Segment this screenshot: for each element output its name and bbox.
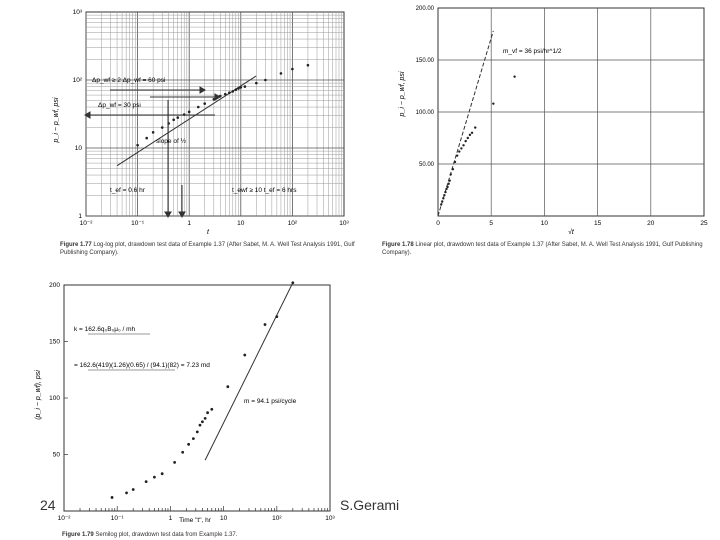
linear-data-point xyxy=(458,150,460,152)
semilog-data-point xyxy=(181,451,184,454)
semilog-data-point xyxy=(275,315,278,318)
linear-data-point xyxy=(462,144,464,146)
figure-caption-text-1-79: Semilog plot, drawdown test data from Example 1.37. xyxy=(95,532,238,538)
linear-data-point xyxy=(449,179,451,181)
loglog-x-tick-label: 10 xyxy=(237,220,245,227)
linear-x-tick-label: 15 xyxy=(593,220,602,227)
linear-data-point xyxy=(456,154,458,156)
linear-x-tick-label: 25 xyxy=(700,220,708,227)
linear-data-point xyxy=(474,126,476,128)
semilog-data-point xyxy=(187,443,190,446)
loglog-data-point xyxy=(203,102,206,105)
loglog-data-point xyxy=(291,68,294,71)
loglog-data-point xyxy=(224,93,227,96)
loglog-x-axis-label: t xyxy=(207,229,209,236)
figure-label-1-78: Figure 1.78 xyxy=(382,242,414,248)
semilog-data-point xyxy=(199,424,202,427)
linear-x-tick-label: 20 xyxy=(647,220,655,227)
linear-y-tick-label: 100.00 xyxy=(415,110,434,116)
loglog-chart xyxy=(53,9,350,236)
linear-y-tick-label: 200.00 xyxy=(415,6,434,12)
semilog-chart xyxy=(35,281,336,524)
loglog-y-tick-label: 10 xyxy=(74,145,82,152)
semilog-data-point xyxy=(173,461,176,464)
semilog-x-tick-label: 10 xyxy=(219,515,228,522)
figure-label-1-79: Figure 1.79 xyxy=(62,532,94,538)
linear-annotation-mvf: m_vf = 36 psi/hr^1/2 xyxy=(503,48,562,55)
linear-x-axis-label: √t xyxy=(568,229,574,236)
linear-data-point xyxy=(447,183,449,185)
figure-caption-1-77 xyxy=(60,241,380,257)
loglog-data-point xyxy=(228,91,231,94)
loglog-data-point xyxy=(161,126,164,129)
linear-y-tick-label: 150.00 xyxy=(415,58,434,64)
linear-data-point xyxy=(442,197,444,199)
linear-data-point xyxy=(441,200,443,202)
linear-y-tick-label: 50.00 xyxy=(418,162,434,168)
linear-x-tick-label: 0 xyxy=(436,220,440,227)
linear-data-point xyxy=(454,161,456,163)
semilog-data-point xyxy=(226,385,229,388)
figure-caption-text-1-77: Log-log plot, drawdown test data of Example 1.37 (After Sabet, M. A. Well Test Analysis 1991, Gulf Publishing Company). xyxy=(60,242,355,256)
linear-chart xyxy=(399,6,708,236)
semilog-data-point xyxy=(201,420,204,423)
semilog-data-point xyxy=(125,492,128,495)
loglog-x-tick-label: 10⁻¹ xyxy=(131,220,145,227)
linear-x-tick-label: 10 xyxy=(540,220,549,227)
linear-data-point xyxy=(467,137,469,139)
loglog-data-point xyxy=(264,79,267,82)
semilog-y-tick-label: 200 xyxy=(49,282,60,289)
semilog-data-point xyxy=(192,437,195,440)
semilog-x-tick-label: 10² xyxy=(272,515,282,522)
loglog-data-point xyxy=(197,106,200,109)
semilog-annotation-k: k = 162.6q₀B₀μ₀ / mh xyxy=(74,326,136,333)
semilog-data-point xyxy=(291,281,294,284)
semilog-annotation-k-value: = 162.6(419)(1.26)(0.65) / (94.1)(82) = 7.23 md xyxy=(74,362,210,369)
linear-data-point xyxy=(469,134,471,136)
semilog-data-point xyxy=(132,488,135,491)
semilog-y-tick-label: 100 xyxy=(49,395,60,402)
linear-data-point xyxy=(452,168,454,170)
semilog-data-point xyxy=(264,323,267,326)
semilog-x-tick-label: 1 xyxy=(168,515,173,522)
semilog-x-tick-label: 10⁻² xyxy=(57,515,71,522)
loglog-annotation-dp-30: Δp_wf = 30 psi xyxy=(98,102,141,109)
loglog-data-point xyxy=(244,85,247,88)
linear-data-point xyxy=(444,191,446,193)
loglog-data-point xyxy=(232,90,235,93)
linear-data-point xyxy=(464,140,466,142)
linear-data-point xyxy=(450,173,452,175)
loglog-y-axis-label: p_i − p_wf, psi xyxy=(53,97,60,143)
loglog-y-tick-label: 10² xyxy=(72,77,82,84)
figure-label-1-77: Figure 1.77 xyxy=(60,242,92,248)
semilog-x-axis-label: Time "t", hr xyxy=(179,517,211,524)
semilog-data-point xyxy=(161,472,164,475)
linear-data-point xyxy=(440,203,442,205)
semilog-y-tick-label: 150 xyxy=(49,338,60,346)
figure-caption-text-1-78: Linear plot, drawdown test data of Example 1.37 (After Sabet, M. A. Well Test Analysis 1991, Gulf Publishing Company). xyxy=(382,242,703,256)
semilog-data-point xyxy=(243,354,246,357)
loglog-x-tick-label: 10⁻² xyxy=(79,220,93,227)
author-name: S.Gerami xyxy=(340,497,400,513)
semilog-data-point xyxy=(204,417,207,420)
semilog-data-point xyxy=(111,496,114,499)
semilog-x-tick-label: 10³ xyxy=(325,515,335,522)
loglog-y-tick-label: 10³ xyxy=(72,9,82,16)
semilog-data-point xyxy=(145,480,148,483)
loglog-data-point xyxy=(145,137,148,140)
loglog-data-point xyxy=(172,118,175,121)
loglog-data-point xyxy=(152,131,155,134)
page-number: 24 xyxy=(40,497,56,513)
linear-data-point xyxy=(513,75,515,77)
loglog-x-tick-label: 10² xyxy=(287,220,298,227)
loglog-annotation-tef: t_ef = 0.6 hr xyxy=(110,187,145,194)
loglog-data-point xyxy=(307,64,310,67)
loglog-data-point xyxy=(188,111,191,114)
linear-data-point xyxy=(492,102,494,104)
semilog-y-axis-label: (p_i − p_wf), psi xyxy=(35,370,42,420)
linear-data-point xyxy=(446,186,448,188)
linear-data-point xyxy=(445,188,447,190)
loglog-data-point xyxy=(240,86,243,89)
semilog-data-point xyxy=(206,411,209,414)
figure-caption-1-79 xyxy=(62,531,362,539)
loglog-data-point xyxy=(255,82,258,85)
loglog-annotation-dp-60: Δp_wf ≥ 2 Δp_wf = 60 psi xyxy=(92,77,166,84)
linear-x-tick-label: 5 xyxy=(489,220,494,227)
linear-data-point xyxy=(460,147,462,149)
semilog-data-point xyxy=(153,476,156,479)
semilog-data-point xyxy=(210,408,213,411)
linear-data-point xyxy=(471,132,473,134)
loglog-y-tick-label: 1 xyxy=(78,213,82,220)
loglog-data-point xyxy=(280,72,283,75)
loglog-x-tick-label: 10³ xyxy=(339,220,349,227)
loglog-data-point xyxy=(176,116,179,119)
loglog-annotation-slope: slope of ½ xyxy=(156,138,186,145)
semilog-data-point xyxy=(196,431,199,434)
semilog-y-tick-label: 50 xyxy=(52,451,60,459)
loglog-data-point xyxy=(234,88,237,91)
linear-y-axis-label: p_i − p_wf, psi xyxy=(399,71,406,117)
linear-data-point xyxy=(443,194,445,196)
loglog-data-point xyxy=(237,87,240,90)
loglog-annotation-tewf: t_ewf ≥ 10 t_ef = 6 hrs xyxy=(232,187,297,194)
loglog-plot-area xyxy=(86,12,344,216)
semilog-x-tick-label: 10⁻¹ xyxy=(110,515,124,522)
figure-caption-1-78 xyxy=(382,241,712,257)
loglog-data-point xyxy=(136,144,139,147)
semilog-annotation-m: m = 94.1 psi/cycle xyxy=(244,398,297,405)
loglog-x-tick-label: 1 xyxy=(187,220,192,227)
